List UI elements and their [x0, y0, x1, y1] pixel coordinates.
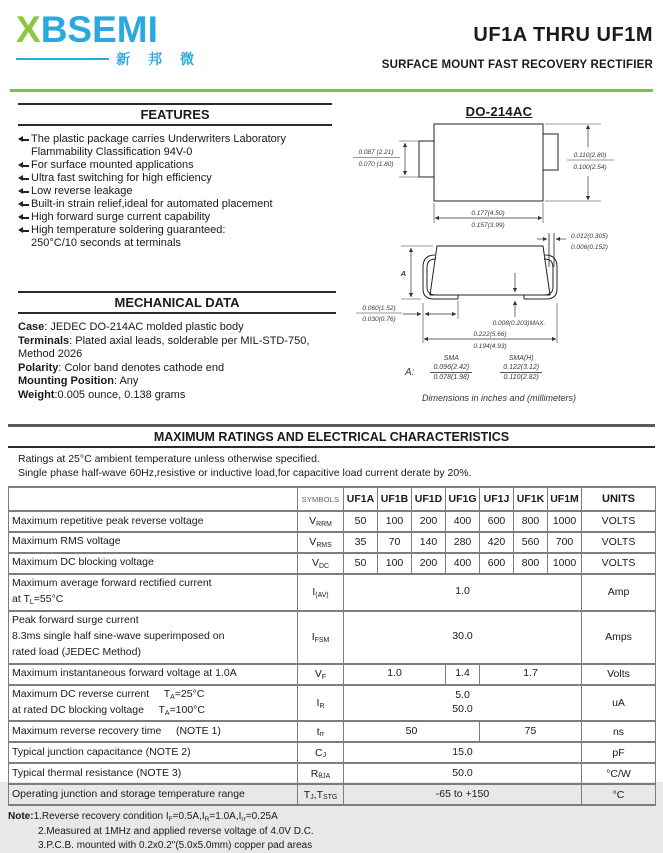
- column-header: UF1D: [412, 487, 446, 511]
- ratings-heading: MAXIMUM RATINGS AND ELECTRICAL CHARACTERISTICS: [8, 424, 655, 448]
- column-header: UF1J: [480, 487, 514, 511]
- table-row: [9, 763, 656, 784]
- value-cell: 600: [480, 511, 514, 532]
- column-header: UF1M: [548, 487, 582, 511]
- a-row-label: A:: [405, 367, 415, 378]
- features-section: [18, 103, 332, 250]
- value-cell: 100: [378, 511, 412, 532]
- mechanical-item: Weight:0.005 ounce, 0.138 grams: [18, 388, 186, 401]
- value-cell: 800: [514, 553, 548, 574]
- param-cell: Typical junction capacitance (NOTE 2): [9, 742, 298, 763]
- unit-cell: Volts: [582, 664, 656, 685]
- mechanical-label: Polarity: [18, 361, 59, 374]
- logo-wordmark: XBSEMI: [16, 9, 158, 50]
- param-cell: Maximum repetitive peak reverse voltage: [9, 511, 298, 532]
- unit-cell: Amp: [582, 574, 656, 611]
- column-header: UF1G: [446, 487, 480, 511]
- mechanical-label: Terminals: [18, 334, 70, 347]
- body-height-max: 0.110(2.80): [573, 152, 607, 159]
- a-col-name: SMA(H): [508, 355, 534, 362]
- arrow-bullet-icon: [18, 216, 31, 220]
- table-row: [9, 742, 656, 763]
- ratings-section: [8, 424, 655, 853]
- value-cell: 1.0: [344, 664, 446, 685]
- param-cell: Peak forward surge current 8.3ms single half sine-wave superimposed on rated load (JEDEC Method): [9, 611, 298, 664]
- unit-cell: VOLTS: [582, 553, 656, 574]
- note-line: 3.P.C.B. mounted with 0.2x0.2"(5.0x5.0mm) copper pad areas: [38, 840, 313, 852]
- param-header-cell: [9, 487, 298, 511]
- value-cell: 140: [412, 532, 446, 553]
- a-sma-max: 0.096(2.42): [430, 364, 472, 373]
- value-cell: 560: [514, 532, 548, 553]
- column-header: UF1B: [378, 487, 412, 511]
- table-row: [9, 532, 656, 553]
- a-col-name: SMA: [443, 355, 459, 362]
- notes-block: [8, 810, 655, 853]
- feature-item: [18, 211, 332, 224]
- standoff-max: 0.008(0.203)MAX.: [492, 320, 546, 327]
- table-row: [9, 611, 656, 664]
- dim-lead-width: [353, 141, 421, 177]
- value-cell: 400: [446, 511, 480, 532]
- value-cell: 280: [446, 532, 480, 553]
- note-label: Note:: [8, 811, 34, 823]
- unit-cell: VOLTS: [582, 511, 656, 532]
- package-body-side: [430, 246, 550, 295]
- column-header: UF1K: [514, 487, 548, 511]
- value-cell: 35: [344, 532, 378, 553]
- symbol-cell: $I_R$: [298, 685, 344, 722]
- package-top-view: [419, 124, 558, 201]
- note-line: Note:1.Reverse recovery condition $I_F=0.5A,I_R=1.0A,I_{rr}=0.25A$: [8, 811, 278, 823]
- param-cell: Operating junction and storage temperature range: [9, 784, 298, 805]
- package-body-top: [434, 124, 543, 201]
- value-cell: 50: [344, 553, 378, 574]
- symbol-cell: $I_{FSM}$: [298, 611, 344, 664]
- column-header: UNITS: [582, 487, 656, 511]
- value-cell: 600: [480, 553, 514, 574]
- note-line: 2.Measured at 1MHz and applied reverse voltage of 4.0V D.C.: [38, 826, 314, 838]
- part-number-title: UF1A THRU UF1M: [473, 24, 653, 46]
- lead-thickness-min: 0.006(0.152): [571, 244, 608, 251]
- value-cell: 200: [412, 553, 446, 574]
- arrow-bullet-icon: [18, 138, 31, 142]
- table-row: [9, 784, 656, 805]
- value-cell: 1000: [548, 511, 582, 532]
- param-cell: Maximum DC blocking voltage: [9, 553, 298, 574]
- body-width-max: 0.177(4.50): [471, 210, 505, 217]
- logo-chinese-text: 新 邦 微: [116, 51, 201, 68]
- mechanical-item: Polarity: Color band denotes cathode end: [18, 361, 225, 374]
- symbol-cell: $t_{rr}$: [298, 721, 344, 742]
- value-cell: 15.0: [344, 742, 582, 763]
- unit-cell: Amps: [582, 611, 656, 664]
- arrow-bullet-icon: [18, 229, 31, 233]
- header-divider: [10, 89, 653, 92]
- param-cell: Maximum instantaneous forward voltage at 1.0A: [9, 664, 298, 685]
- table-row: [9, 511, 656, 532]
- left-lead-tab: [419, 141, 434, 177]
- column-header: UF1A: [344, 487, 378, 511]
- value-cell: 1000: [548, 553, 582, 574]
- a-smah-max: 0.122(3.12): [500, 364, 542, 373]
- feature-item: [18, 185, 332, 198]
- dim-a-letter: A: [400, 269, 406, 278]
- value-cell: 30.0: [344, 611, 582, 664]
- unit-cell: pF: [582, 742, 656, 763]
- value-cell: 50: [344, 721, 480, 742]
- feature-text: High forward surge current capability: [31, 211, 211, 223]
- feature-text: Built-in strain relief,ideal for automated placement: [31, 198, 273, 210]
- mechanical-item: Mounting Position: Any: [18, 375, 139, 387]
- unit-cell: uA: [582, 685, 656, 722]
- overall-width-min: 0.194(4.93): [473, 343, 507, 350]
- doc-subtitle: SURFACE MOUNT FAST RECOVERY RECTIFIER: [381, 59, 653, 71]
- condition-line: Ratings at 25°C ambient temperature unless otherwise specified.: [18, 453, 320, 465]
- param-cell: Maximum reverse recovery time (NOTE 1): [9, 721, 298, 742]
- value-cell: 1.4: [446, 664, 480, 685]
- value-cell: 100: [378, 553, 412, 574]
- param-cell: Maximum RMS voltage: [9, 532, 298, 553]
- arrow-bullet-icon: [18, 177, 31, 181]
- symbol-cell: $T_J,T_{STG}$: [298, 784, 344, 805]
- mechanical-section: [18, 291, 336, 402]
- value-cell: 800: [514, 511, 548, 532]
- value-cell: 1.0: [344, 574, 582, 611]
- table-header-row: [9, 487, 656, 511]
- right-lead-tab: [543, 134, 558, 170]
- arrow-bullet-icon: [18, 190, 31, 194]
- a-col-sma: [430, 355, 472, 381]
- ratings-table: [8, 486, 656, 806]
- value-cell: 420: [480, 532, 514, 553]
- logo-subrow: [16, 49, 201, 69]
- unit-cell: °C: [582, 784, 656, 805]
- unit-cell: ns: [582, 721, 656, 742]
- value-cell: 200: [412, 511, 446, 532]
- mechanical-label: Weight: [18, 388, 55, 401]
- value-cell: 1.7: [480, 664, 582, 685]
- table-row: [9, 553, 656, 574]
- mechanical-heading: MECHANICAL DATA: [18, 291, 336, 314]
- features-heading: FEATURES: [18, 103, 332, 126]
- mechanical-label: Mounting Position: [18, 375, 114, 387]
- lead-thickness-max: 0.012(0.305): [571, 233, 608, 240]
- table-row: [9, 685, 656, 722]
- feature-text: Low reverse leakage: [31, 185, 133, 197]
- terminal-length-max: 0.060(1.52): [362, 305, 396, 312]
- value-cell: 70: [378, 532, 412, 553]
- feature-item: [18, 159, 332, 172]
- terminal-length-min: 0.030(0.76): [362, 316, 396, 323]
- table-row: [9, 574, 656, 611]
- column-header: SYMBOLS: [298, 487, 344, 511]
- a-dimension-table: [405, 355, 655, 381]
- symbol-cell: $V_{RRM}$: [298, 511, 344, 532]
- symbol-cell: $I_{(AV)}$: [298, 574, 344, 611]
- package-outline-section: [343, 104, 655, 403]
- package-drawing: [343, 121, 655, 353]
- feature-item: [18, 198, 332, 211]
- mechanical-item: Terminals: Plated axial leads, solderable per MIL-STD-750, Method 2026: [18, 334, 310, 360]
- body-height-min: 0.100(2.54): [573, 164, 607, 171]
- body-width-min: 0.157(3.99): [471, 222, 505, 229]
- mechanical-label: Case: [18, 321, 45, 333]
- param-cell: Typical thermal resistance (NOTE 3): [9, 763, 298, 784]
- value-cell: 700: [548, 532, 582, 553]
- lead-width-min: 0.070 (1.80): [358, 161, 394, 168]
- param-cell: Maximum DC reverse current $T_A=25^\circ C$ at rated DC blocking voltage $T_A=100^\circ C$: [9, 685, 298, 722]
- symbol-cell: $R_{\theta JA}$: [298, 763, 344, 784]
- arrow-bullet-icon: [18, 164, 31, 168]
- condition-line: Single phase half-wave 60Hz,resistive or inductive load,for capacitive load current derate by 20%.: [18, 466, 472, 479]
- value-cell: 50: [344, 511, 378, 532]
- company-logo: [16, 9, 201, 69]
- value-cell: 50.0: [344, 763, 582, 784]
- value-cell: 5.0 50.0: [344, 685, 582, 722]
- unit-cell: °C/W: [582, 763, 656, 784]
- feature-item: [18, 224, 332, 250]
- dimensions-footnote: Dimensions in inches and (millimeters): [421, 393, 577, 403]
- feature-item: [18, 172, 332, 185]
- value-cell: 75: [480, 721, 582, 742]
- param-cell: Maximum average forward rectified current at $T_L=55^\circ C$: [9, 574, 298, 611]
- overall-width-max: 0.222(5.66): [473, 331, 507, 338]
- feature-item: [18, 133, 332, 159]
- package-side-view: [423, 246, 557, 299]
- table-row: [9, 664, 656, 685]
- symbol-cell: $C_J$: [298, 742, 344, 763]
- arrow-bullet-icon: [18, 203, 31, 207]
- feature-text: For surface mounted applications: [31, 159, 194, 171]
- table-row: [9, 721, 656, 742]
- mechanical-list: [18, 321, 336, 402]
- mechanical-item: Case: JEDEC DO-214AC molded plastic body: [18, 321, 244, 333]
- a-sma-min: 0.078(1.98): [433, 374, 470, 381]
- value-cell: 400: [446, 553, 480, 574]
- ratings-conditions: [8, 448, 655, 483]
- symbol-cell: $V_{DC}$: [298, 553, 344, 574]
- a-smah-min: 0.110(2.82): [503, 374, 539, 381]
- value-cell: -65 to +150: [344, 784, 582, 805]
- logo-underline: [16, 58, 109, 60]
- unit-cell: VOLTS: [582, 532, 656, 553]
- title-block: [382, 24, 653, 71]
- symbol-cell: $V_{RMS}$: [298, 532, 344, 553]
- package-title: DO-214AC: [465, 104, 533, 119]
- a-col-smah: [500, 355, 542, 381]
- feature-text: Ultra fast switching for high efficiency: [31, 172, 212, 184]
- feature-text: High temperature soldering guaranteed: 250°C/10 seconds at terminals: [31, 224, 226, 249]
- lead-width-max: 0.087 (2.21): [358, 149, 394, 156]
- features-list: [18, 133, 332, 250]
- symbol-cell: $V_F$: [298, 664, 344, 685]
- feature-text: The plastic package carries Underwriters Laboratory Flammability Classification 94V-0: [31, 133, 286, 158]
